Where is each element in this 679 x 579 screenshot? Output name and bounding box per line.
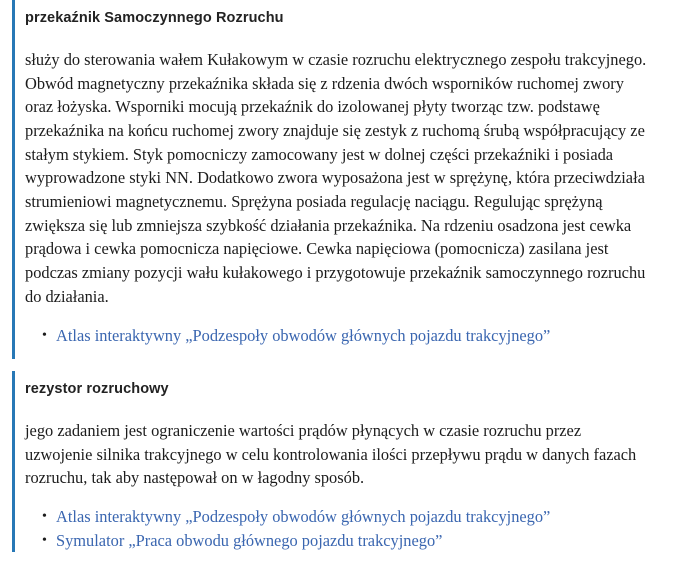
section-link-list [25, 324, 679, 348]
section-heading: rezystor rozruchowy [25, 381, 169, 398]
section-link-list [25, 505, 679, 552]
section-rezystor-rozruchowy [0, 371, 679, 552]
section-divider-gap [0, 359, 679, 371]
symulator-link[interactable]: Symulator „Praca obwodu głównego pojazdu trakcyjnego” [56, 530, 443, 550]
atlas-interaktywny-link[interactable]: Atlas interaktywny „Podzespoły obwodów głównych pojazdu trakcyjnego” [56, 325, 551, 345]
list-item [56, 505, 679, 529]
list-item [56, 529, 679, 553]
atlas-interaktywny-link[interactable]: Atlas interaktywny „Podzespoły obwodów głównych pojazdu trakcyjnego” [56, 507, 551, 527]
section-heading: przekaźnik Samoczynnego Rozruchu [25, 10, 284, 26]
section-paragraph: służy do sterowania wałem Kułakowym w czasie rozruchu elektrycznego zespołu trakcyjnego. Obwód magnetyczny przekaźnika składa się z rdzenia dwóch wsporników ruchomej zwory oraz łożyska. Wsporniki mocują przekaźnik do izolowanej płyty tworząc tzw. podstawę przekaźnika na końcu ruchomej zwory znajduje się zestyk z ruchomą śrubą współpracujący ze stałym stykiem. Styk pomocniczy zamocowany jest w dolnej części przekaźniki i posiada wyprowadzone styki NN. Dodatkowo zwora wyposażona jest w sprężynę, która przeciwdziała strumieniowi magnetycznemu. Sprężyna posiada regulację naciągu. Regulując sprężyną zwiększa się lub zmniejsza szybkość działania przekaźnika. Na rdzeniu osadzona jest cewka prądowa i cewka pomocnicza napięciowe. Cewka napięciowa (pomocnicza) zasilana jest podczas zmiany pozycji wału kułakowego i przygotowuje przekaźnik samoczynnego rozruchu do działania. [25, 49, 647, 306]
section-accent-bar [12, 371, 15, 552]
section-paragraph: jego zadaniem jest ograniczenie wartości prądów płynących w czasie rozruchu przez uzwojenie silnika trakcyjnego w celu kontrolowania ilości przepływu prądu w danych fazach rozruchu, tak aby następował on w łagodny sposób. [25, 420, 637, 488]
list-item [56, 324, 679, 348]
section-accent-bar [12, 0, 15, 359]
